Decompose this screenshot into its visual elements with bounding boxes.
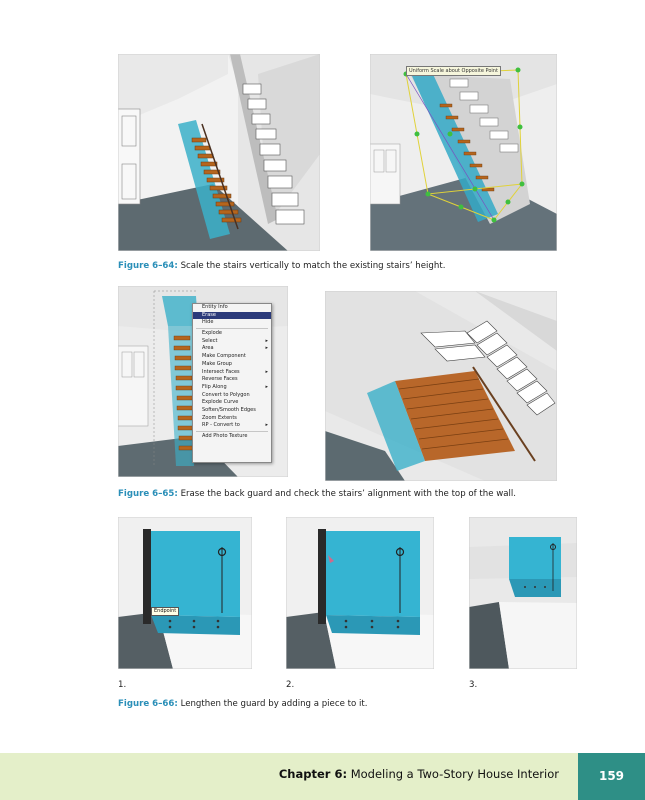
step-label-2: 2. <box>286 680 295 690</box>
figure-6-66-step-3-image <box>469 517 577 669</box>
figure-6-65-text: Erase the back guard and check the stairs’ alignment with the top of the wall. <box>180 489 517 499</box>
submenu-arrow-icon: ▸ <box>265 337 268 344</box>
menu-item-rp-convert-to-label: RP - Convert to <box>202 422 240 429</box>
menu-item-add-photo-texture[interactable]: Add Photo Texture <box>202 433 248 439</box>
figure-6-64-image-left <box>118 54 320 251</box>
menu-item-entity-info[interactable]: Entity Info <box>202 304 228 310</box>
figure-6-64-number: Figure 6–64: <box>118 261 178 271</box>
page-number: 159 <box>578 753 645 800</box>
menu-item-area-label: Area <box>202 345 214 352</box>
figure-6-65-number: Figure 6–65: <box>118 489 178 499</box>
menu-item-explode-curve[interactable]: Explode Curve <box>202 399 239 406</box>
figure-6-66-caption <box>118 699 367 709</box>
menu-item-convert-to-polygon[interactable]: Convert to Polygon <box>202 391 250 398</box>
menu-item-explode[interactable]: Explode <box>202 330 222 337</box>
submenu-arrow-icon: ▸ <box>265 345 268 352</box>
menu-item-make-component[interactable]: Make Component <box>202 353 246 360</box>
menu-item-reverse-faces[interactable]: Reverse Faces <box>202 376 238 383</box>
menu-item-select-label: Select <box>202 337 218 344</box>
step-label-1: 1. <box>118 680 127 690</box>
menu-item-intersect-faces-label: Intersect Faces <box>202 368 240 375</box>
chapter-number: Chapter 6: <box>278 767 348 781</box>
figure-6-64-image-right <box>370 54 557 251</box>
figure-6-64-caption <box>118 261 445 271</box>
figure-6-66-number: Figure 6–66: <box>118 699 178 709</box>
uniform-scale-tooltip: Uniform Scale about Opposite Point <box>406 66 501 76</box>
menu-item-hide[interactable]: Hide <box>202 319 214 326</box>
submenu-arrow-icon: ▸ <box>265 422 268 429</box>
menu-item-select[interactable] <box>193 338 271 346</box>
menu-item-make-group[interactable]: Make Group <box>202 360 232 367</box>
step-label-3: 3. <box>469 680 478 690</box>
menu-item-flip-along-label: Flip Along <box>202 383 227 390</box>
figure-6-66-text: Lengthen the guard by adding a piece to it. <box>180 699 368 709</box>
page-footer <box>0 753 645 800</box>
chapter-name: Modeling a Two-Story House Interior <box>350 767 559 781</box>
figure-6-66-step-2-image <box>286 517 434 669</box>
menu-item-area[interactable] <box>193 345 271 353</box>
figure-6-65-image-right <box>325 291 557 481</box>
submenu-arrow-icon: ▸ <box>265 383 268 390</box>
figure-6-65-caption <box>118 489 516 499</box>
figure-6-64-text: Scale the stairs vertically to match the existing stairs’ height. <box>180 261 446 271</box>
menu-item-flip-along[interactable] <box>193 384 271 392</box>
menu-item-erase[interactable]: Erase <box>193 312 271 320</box>
menu-item-zoom-extents[interactable]: Zoom Extents <box>202 414 237 421</box>
menu-item-rp-convert-to[interactable] <box>193 422 271 430</box>
menu-item-soften-smooth-edges[interactable]: Soften/Smooth Edges <box>202 406 256 413</box>
figure-6-66-step-1-image <box>118 517 252 669</box>
endpoint-inference-label: Endpoint <box>151 607 179 616</box>
submenu-arrow-icon: ▸ <box>265 368 268 375</box>
menu-item-intersect-faces[interactable] <box>193 369 271 377</box>
chapter-title <box>279 767 559 781</box>
context-menu <box>192 303 272 463</box>
